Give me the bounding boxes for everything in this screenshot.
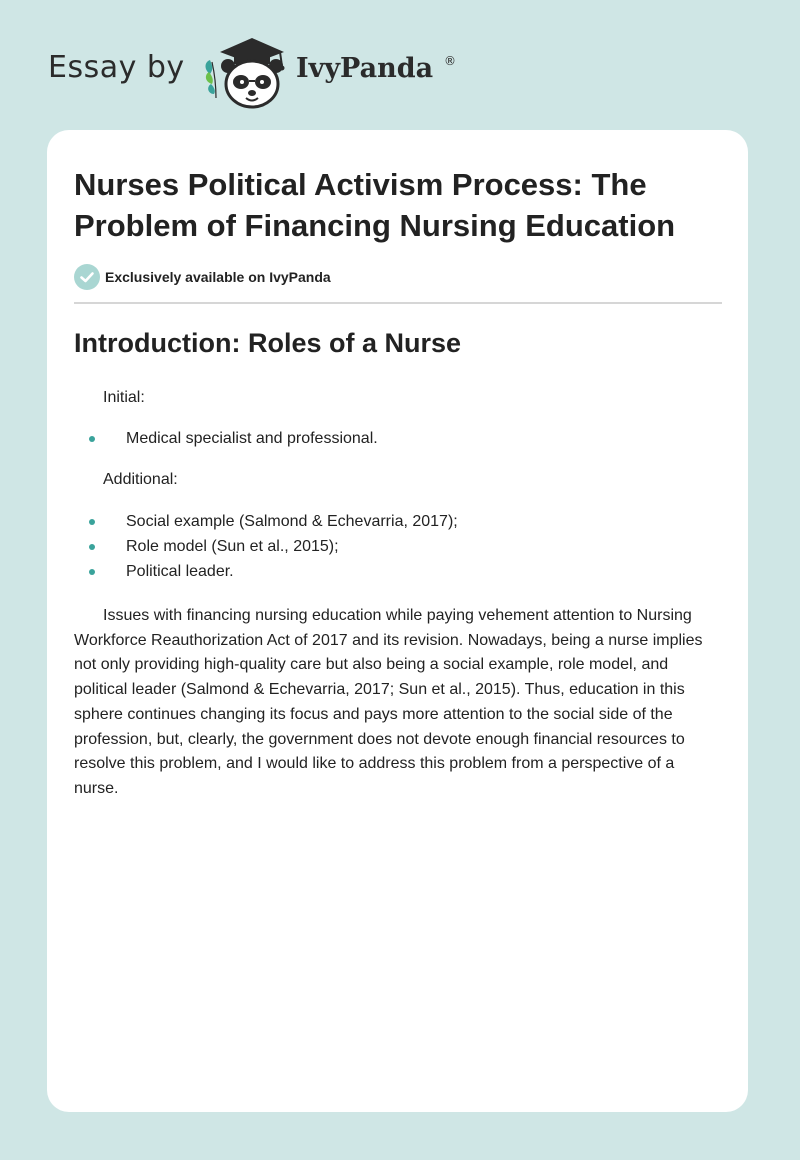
section-heading: Introduction: Roles of a Nurse: [74, 328, 462, 358]
essay-title: Nurses Political Activism Process: The Problem of Financing Nursing Education: [74, 167, 676, 243]
ivy-leaf-icon: [206, 60, 213, 74]
initial-label: Initial:: [103, 389, 145, 406]
list-item: Medical specialist and professional.: [126, 430, 378, 447]
panda-logo-icon[interactable]: [200, 32, 296, 112]
title-divider: [74, 302, 722, 304]
exclusive-badge-label: Exclusively available on IvyPanda: [105, 269, 331, 285]
body-paragraph: Issues with financing nursing education while paying vehement attention to Nursing Workforce Reauthorization Act of 2017 and its revision. Nowadays, being a nurse implies not only providing high-quality care but also being a social example, role model, and political leader (Salmond & Echevarria, 2017; Sun et al., 2015). Thus, education in this sphere continues changing its focus and pays more attention to the social side of the profession, but, clearly, the government does not devote enough financial resources to resolve this problem, and I would like to address this problem from a perspective of a nurse.: [74, 607, 703, 797]
site-header: [0, 0, 800, 130]
bullet-dot: [89, 436, 95, 442]
exclusive-badge: [74, 263, 331, 291]
list-item: Social example (Salmond & Echevarria, 2017);: [126, 513, 458, 530]
registered-mark: ®: [444, 54, 456, 68]
brand-name[interactable]: IvyPanda: [296, 53, 434, 84]
list-item: Political leader.: [126, 563, 234, 580]
bullet-dot: [89, 519, 95, 525]
check-circle-icon: [74, 264, 100, 290]
bullet-dot: [89, 544, 95, 550]
list-item: Role model (Sun et al., 2015);: [126, 538, 339, 555]
bullet-dot: [89, 569, 95, 575]
essay-card: [47, 130, 748, 1112]
additional-label: Additional:: [103, 471, 178, 488]
essay-by-label: Essay by: [48, 50, 185, 85]
